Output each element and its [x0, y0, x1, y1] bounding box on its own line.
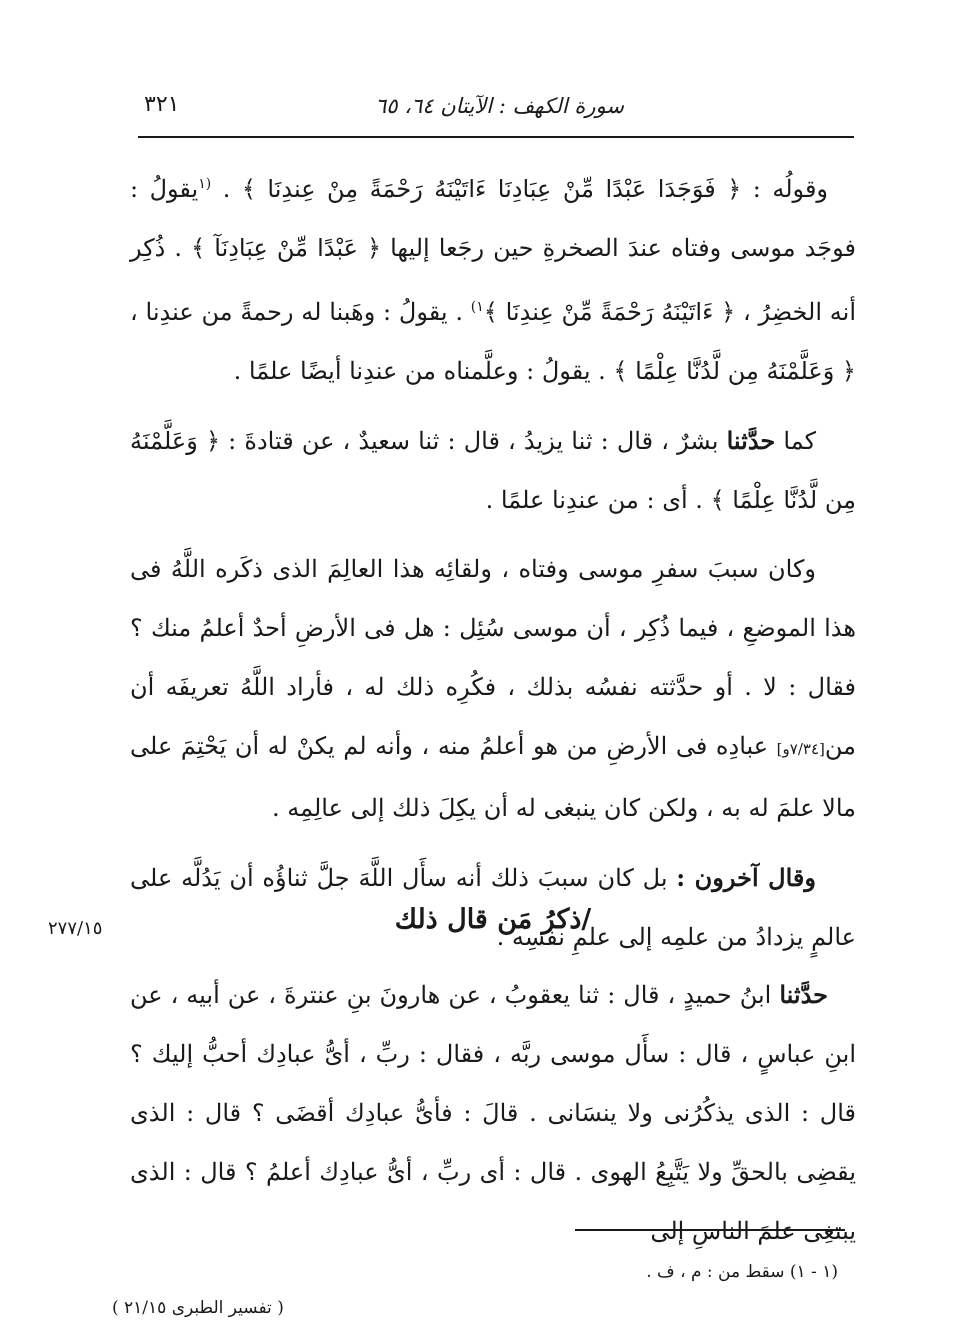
text-segment: . يقولُ : وهَبنا له رحمةً من عندِنا ،: [130, 298, 471, 326]
paragraph: [130, 155, 856, 401]
quran-verse: ﴿ وَعَلَّمْنَهُ مِن لَّدُنَّا عِلْمًا ﴾: [130, 427, 856, 514]
text-segment: وكان سببَ سفرِ موسى وفتاه ، ولقائِه هذا العالِمَ الذى ذكَره اللَّهُ فى هذا الموضعِ ، فيما ذُكِر ، أن موسى سُئِل : هل فى الأرضِ أحدٌ أعلمُ منك ؟ فقال : لا . أو حدَّثته نفسُه بذلك ، فكُرِه ذلك له ، فأراد اللَّهُ تعريفَه أن من: [130, 555, 856, 760]
footnote: (١ - ١) سقط من : م ، ف .: [646, 1262, 838, 1282]
isnad-marker: حدَّثنا: [726, 426, 776, 455]
text-segment: .: [211, 175, 242, 203]
text-segment: يقولُ : فوجَد موسى وفتاه عندَ الصخرةِ حين رجَعا إليها: [130, 175, 856, 262]
isnad-marker: حدَّثنا: [779, 980, 828, 1009]
page-number: ٣٢١: [144, 92, 180, 117]
text-segment: عبادِه فى الأرضِ من هو أعلمُ منه ، وأنه لم يكنْ له أن يَحْتِمَ على مالا علمَ له به ، ولكن كان ينبغى له أن يكِلَ ذلك إلى عالِمِه .: [130, 732, 856, 822]
text-segment: ابنُ حميدٍ ، قال : ثنا يعقوبُ ، عن هارونَ بنِ عنترةَ ، عن أبيه ، عن ابنِ عباسٍ ، قال : سأَل موسى ربَّه ، فقال : ربِّ ، أىُّ عبادِك أحبُّ إليك ؟ قال : الذى يذكُرُنى ولا ينسَانى . قالَ : فأىُّ عبادِك أقضَى ؟ قال : الذى يقضِى بالحقِّ ولا يَتَّبِعُ الهوى . قال : أى ربِّ ، أىُّ عبادِك أعلمُ ؟ قال : الذى يبتغِى علمَ الناسِ إلى: [130, 981, 857, 1245]
text-segment: كما: [775, 427, 816, 455]
main-text-continued: [130, 965, 856, 1271]
text-segment: بل كان سببَ ذلك أنه سأَل اللَّهَ جلَّ ثناؤُه أن يَدُلَّه على عالمٍ يزدادُ من علمِه إلى علمِ نفسِه .: [130, 864, 856, 951]
footnote-marker: (١: [198, 176, 212, 192]
isnad-marker: وقال آخرون :: [676, 863, 816, 892]
footnote-marker: ١): [470, 299, 484, 315]
running-title: سورة الكهف : الآيتان ٦٤، ٦٥: [374, 94, 624, 118]
source-citation: ( تفسير الطبرى ٢١/١٥ ): [112, 1298, 284, 1318]
page-reference: [٧/٣٤و]: [776, 740, 825, 758]
text-segment: بشرٌ ، قال : ثنا يزيدُ ، قال : ثنا سعيدٌ ، عن قتادةَ :: [220, 427, 727, 455]
margin-volume-reference: ٢٧٧/١٥: [48, 918, 103, 939]
main-text: [130, 155, 856, 977]
quran-verse: ﴿ وَعَلَّمْنَهُ مِن لَّدُنَّا عِلْمًا ﴾: [613, 357, 856, 385]
text-segment: . يقولُ : وعلَّمناه من عندِنا أيضًا علمًا .: [233, 357, 614, 385]
page-header: [138, 82, 854, 138]
quran-verse: ﴿ ءَاتَيْنَهُ رَحْمَةً مِّنْ عِندِنَا ﴾: [483, 298, 736, 326]
paragraph: [130, 965, 856, 1261]
text-segment: . أى : من عندِنا علمًا .: [485, 486, 711, 514]
section-heading: /ذكرُ مَن قال ذلك: [394, 904, 592, 935]
paragraph: [130, 540, 856, 838]
paragraph: [130, 411, 856, 530]
text-segment: . ذُكِر أنه الخضِرُ ،: [130, 234, 857, 326]
quran-verse: ﴿ عَبْدًا مِّنْ عِبَادِنَآ ﴾: [191, 234, 382, 262]
text-segment: وقولُه :: [741, 175, 829, 203]
quran-verse: ﴿ فَوَجَدَا عَبْدًا مِّنْ عِبَادِنَا ءَاتَيْنَهُ رَحْمَةً مِنْ عِندِنَا ﴾: [241, 175, 742, 203]
footnote-divider: [575, 1229, 845, 1231]
